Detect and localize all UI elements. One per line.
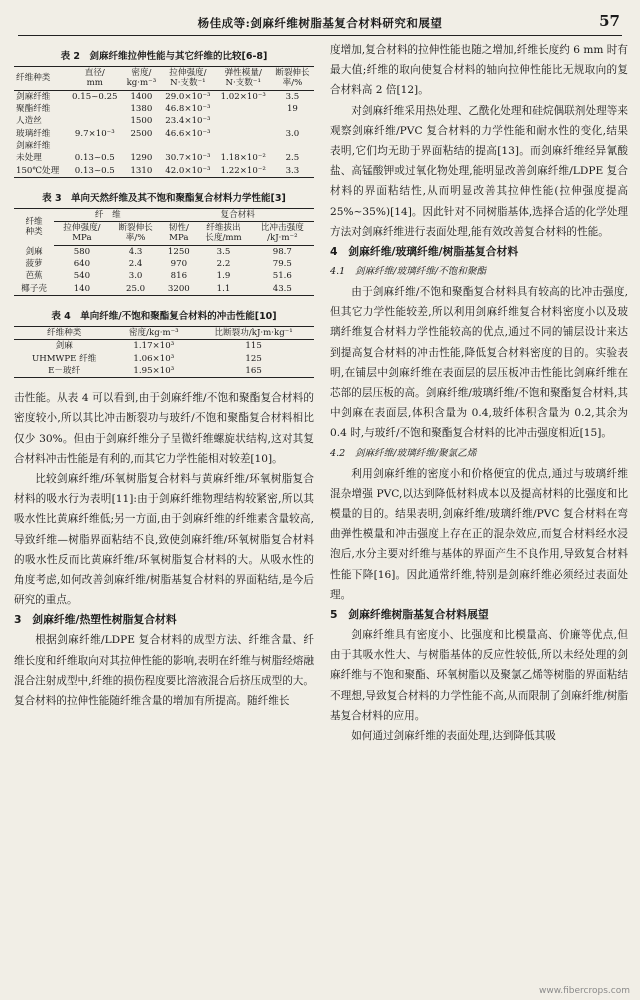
- table4-row: [14, 353, 314, 365]
- table3-cell: 51.6: [272, 271, 292, 282]
- table2-cell: [67, 103, 123, 115]
- table4-row: [14, 365, 314, 378]
- right-paragraph-1: 度增加,复合材料的拉伸性能也随之增加,纤维长度约 6 mm 时有最大值;纤维的取向使复合材料的轴向拉伸性能比无规取向的复合材料高 2 倍[12]。: [330, 44, 628, 97]
- table3-cell: 43.5: [251, 283, 314, 296]
- table2-cell: 人造丝: [16, 116, 42, 127]
- right-column: [330, 40, 628, 746]
- table3-cell: 剑麻: [25, 246, 43, 257]
- table2-cell: 聚酯纤维: [16, 103, 51, 114]
- table3-cell: 椰子壳: [14, 283, 54, 296]
- table2-column-header: 断裂伸长 率/%: [271, 67, 314, 91]
- table2-column-header: 纤维种类: [14, 67, 67, 91]
- table3-cell: 580: [73, 246, 91, 257]
- table2-cell: 19: [286, 103, 298, 114]
- running-header: [18, 6, 622, 36]
- table4-cell: 125: [245, 353, 262, 364]
- table2-cell: [216, 103, 271, 115]
- table2-cell: 1.02×10⁻³: [220, 91, 266, 102]
- left-paragraph-1: 击性能。从表 4 可以看到,由于剑麻纤维/不饱和聚酯复合材料的密度较小,所以其比冲击断裂功与玻纤/不饱和聚酯复合材料相比仅少 30%。但由于剑麻纤维分子呈微纤维螺旋状结构,这对其复合材料冲击性能是有利的,而其它力学性能相对较差[10]。: [14, 392, 314, 465]
- table4-cell: 115: [245, 341, 262, 352]
- table2-row: [14, 90, 314, 103]
- table2-column-header: 拉伸强度/ N·支数⁻¹: [160, 67, 215, 91]
- table4-column-header: 密度/kg·m⁻³: [114, 327, 193, 340]
- table3-column-header: 纤维拔出 长度/mm: [196, 222, 250, 246]
- table3-cell: 3.5: [216, 246, 231, 257]
- section-4-heading: 4 剑麻纤维/玻璃纤维/树脂基复合材料: [330, 245, 519, 259]
- table3-column-header: 拉伸强度/ MPa: [54, 222, 110, 246]
- table3-cell: 芭蕉: [25, 271, 43, 282]
- site-watermark: www.fibercrops.com: [539, 986, 630, 996]
- table4: [14, 326, 314, 378]
- table3-cell: 816: [170, 271, 188, 282]
- table2-cell: 30.7×10⁻³: [165, 153, 211, 164]
- section-3-heading: 3 剑麻纤维/热塑性树脂复合材料: [14, 613, 177, 627]
- table3-row: [14, 245, 314, 258]
- table3-cell: 1.1: [196, 283, 250, 296]
- table2-cell: 1310: [123, 165, 161, 178]
- table3-cell: 1250: [167, 246, 190, 257]
- running-title: 杨佳成等:剑麻纤维树脂基复合材料研究和展望: [197, 16, 443, 30]
- table3-cell: 3200: [161, 283, 196, 296]
- table2-cell: 9.7×10⁻³: [74, 128, 115, 139]
- table4-cell: 1.06×10³: [133, 353, 175, 364]
- table3-cell: 3.0: [128, 271, 143, 282]
- table2-cell: 1400: [130, 91, 153, 102]
- table2-cell: [271, 115, 314, 127]
- table2-cell: 46.8×10⁻³: [165, 103, 211, 114]
- table2-row: [14, 165, 314, 178]
- table4-cell: 165: [193, 365, 314, 378]
- left-paragraph-3: 根据剑麻纤维/LDPE 复合材料的成型方法、纤维含量、纤维长度和纤维取向对其拉伸性能的影响,表明在纤维与树脂经熔融混合注射成型中,纤维的损伤程度要比溶液混合后挤压成型的大。复合材料的拉伸性能随纤维含量的增加有所提高。随纤维长: [14, 634, 314, 708]
- table4-column-header: 比断裂功/kJ·m·kg⁻¹: [193, 327, 314, 340]
- table3-cell: 2.4: [128, 259, 143, 270]
- table4-cell: E－玻纤: [14, 365, 114, 378]
- table2: [14, 66, 314, 178]
- table2-cell: 1500: [130, 116, 153, 127]
- table2-cell: [160, 140, 215, 152]
- table2-cell: 29.0×10⁻³: [165, 91, 211, 102]
- table2-cell: 0.13~0.5: [67, 165, 123, 178]
- page-number: 57: [599, 12, 620, 30]
- table4-column-header: 纤维种类: [14, 327, 114, 340]
- table3-cell: 970: [170, 259, 188, 270]
- table2-cell: 1290: [130, 153, 153, 164]
- table3-group-fiber: 纤 维: [54, 208, 161, 221]
- table2-column-header: 弹性模量/ N·支数⁻¹: [216, 67, 271, 91]
- table3-row-header: 纤维 种类: [14, 208, 54, 245]
- table2-row: [14, 115, 314, 127]
- table2-cell: [216, 140, 271, 152]
- table4-cell: 1.95×10³: [114, 365, 193, 378]
- table4-caption: 表 4 单向纤维/不饱和聚酯复合材料的冲击性能[10]: [51, 311, 277, 322]
- table2-cell: 46.6×10⁻³: [165, 128, 211, 139]
- table4-cell: UHMWPE 纤维: [32, 353, 97, 364]
- table3-cell: 2.2: [216, 259, 231, 270]
- table4-cell: 剑麻: [55, 341, 73, 352]
- table2-cell: 玻璃纤维: [16, 128, 51, 139]
- table3-cell: 4.3: [128, 246, 143, 257]
- table2-cell: 剑麻纤维: [16, 91, 51, 102]
- right-paragraph-2: 对剑麻纤维采用热处理、乙酰化处理和硅烷偶联剂处理等来观察剑麻纤维/PVC 复合材料的力学性能和耐水性的变化,结果表明,它们均无助于界面粘结的提高[13]。而剑麻纤维经异氰酸盐、高锰酸钾或过氧化物处理,能明显改善剑麻纤维/LDPE 复合材料的界面粘结性,从而明显改善其拉伸性能(拉伸强度提高 25%~35%)[14]。因此针对不同树脂基体,选择合适的化学处理方法对剑麻纤维进行表面处理,能有效改善复合材料的性能。: [330, 104, 628, 238]
- table3-cell: 540: [73, 271, 91, 282]
- left-column: [14, 42, 314, 711]
- table2-cell: 剑麻纤维: [16, 140, 51, 151]
- table3-column-header: 比冲击强度 /kJ·m⁻²: [251, 222, 314, 246]
- table2-cell: 未处理: [16, 153, 42, 164]
- table3-cell: 79.5: [272, 259, 292, 270]
- table2-cell: 1.18×10⁻²: [220, 153, 266, 164]
- table2-cell: 1380: [130, 103, 153, 114]
- table2-cell: 0.15~0.25: [72, 91, 118, 102]
- table3: [14, 208, 314, 296]
- section-5-heading: 5 剑麻纤维树脂基复合材料展望: [330, 608, 489, 622]
- table2-cell: 3.0: [285, 128, 300, 139]
- table3-column-header: 断裂伸长 率/%: [110, 222, 162, 246]
- table2-column-header: 密度/ kg·m⁻³: [123, 67, 161, 91]
- table2-cell: 150℃处理: [14, 165, 67, 178]
- table3-cell: 菠萝: [25, 259, 43, 270]
- table2-row: [14, 140, 314, 152]
- table2-column-header: 直径/ mm: [67, 67, 123, 91]
- table2-row: [14, 103, 314, 115]
- table2-cell: 2.5: [285, 153, 300, 164]
- table3-row: [14, 258, 314, 270]
- table3-cell: 25.0: [110, 283, 162, 296]
- table4-cell: 1.17×10³: [133, 341, 175, 352]
- table2-row: [14, 128, 314, 140]
- table2-cell: 2500: [130, 128, 153, 139]
- table2-cell: [216, 128, 271, 140]
- table2-cell: 3.3: [271, 165, 314, 178]
- table3-group-composite: 复合材料: [161, 208, 314, 221]
- right-paragraph-3: 由于剑麻纤维/不饱和聚酯复合材料具有较高的比冲击强度,但其它力学性能较差,所以利用剑麻纤维复合材料密度小以及玻璃纤维复合材料力学性能较高的优点,通过不同的铺层设计来达到提高复合材料的冲击性能,降低复合材料密度的目的。实验表明,在铺层中剑麻纤维在表面层的层压板冲击性能比剑麻纤维在芯部的层压板的高。剑麻纤维/玻璃纤维/不饱和聚酯复合材料,其中剑麻在表面层,体积含量为 0.4,玻纤体积含量为 0.2,其余为 0.4 时,与玻纤/不饱和聚酯复合材料的比冲击强度相近[15]。: [330, 286, 628, 440]
- table3-cell: 98.7: [272, 246, 292, 257]
- table2-cell: [67, 140, 123, 152]
- table2-row: [14, 152, 314, 164]
- table2-cell: 23.4×10⁻³: [165, 116, 211, 127]
- table2-cell: 42.0×10⁻³: [160, 165, 215, 178]
- table3-caption: 表 3 单向天然纤维及其不饱和聚酯复合材料力学性能[3]: [42, 192, 286, 204]
- table2-cell: 1.22×10⁻²: [216, 165, 271, 178]
- table3-cell: 640: [73, 259, 91, 270]
- left-paragraph-2: 比较剑麻纤维/环氧树脂复合材料与黄麻纤维/环氧树脂复合材料的吸水行为表明[11]:由于剑麻纤维物理结构较紧密,所以其吸水性比黄麻纤维低;另一方面,由于剑麻纤维的纤维素含量较高,导致纤维—树脂界面粘结不良,致使剑麻纤维/环氧树脂复合材料的吸水性反而比黄麻纤维/环氧树脂复合材料的大。从吸水性的角度考虑,如何改善剑麻纤维/树脂基复合材料的界面粘结,是今后研究的重点。: [14, 473, 314, 607]
- table2-cell: [123, 140, 161, 152]
- table3-cell: 140: [54, 283, 110, 296]
- table3-column-header: 韧性/ MPa: [161, 222, 196, 246]
- right-paragraph-5: 剑麻纤维具有密度小、比强度和比模量高、价廉等优点,但由于其吸水性大、与树脂基体的反应性较低,所以未经处理的剑麻纤维与不饱和聚酯、环氧树脂以及聚氯乙烯等树脂的界面粘结不理想,导致复合材料的力学性能不高,从而限制了剑麻纤维/树脂基复合材料的应用。: [330, 629, 628, 722]
- table4-row: [14, 340, 314, 353]
- table2-caption: 表 2 剑麻纤维拉伸性能与其它纤维的比较[6-8]: [60, 51, 268, 62]
- subsection-4-1-heading: 4.1 剑麻纤维/玻璃纤维/不饱和聚酯: [330, 266, 487, 278]
- right-paragraph-4: 利用剑麻纤维的密度小和价格便宜的优点,通过与玻璃纤维混杂增强 PVC,以达到降低材料成本以及提高材料的比强度和比模量的目的。结果表明,剑麻纤维/玻璃纤维/PVC 复合材料在弯曲弹性模量和冲击强度上存在正的混杂效应,而复合材料经水浸泡后,水分主要对纤维与基体的界面产生不良作用,导致复合材料性能下降[16]。因此通常纤维,特别是剑麻纤维必须经过表面处理。: [330, 467, 628, 601]
- table3-row: [14, 270, 314, 282]
- table2-cell: [216, 115, 271, 127]
- table3-cell: 1.9: [216, 271, 231, 282]
- table2-cell: 0.13~0.5: [74, 153, 115, 164]
- right-paragraph-6: 如何通过剑麻纤维的表面处理,达到降低其吸: [351, 730, 556, 743]
- table2-cell: [67, 115, 123, 127]
- table3-row: [14, 283, 314, 296]
- subsection-4-2-heading: 4.2 剑麻纤维/玻璃纤维/聚氯乙烯: [330, 447, 477, 459]
- table2-cell: [271, 140, 314, 152]
- table2-cell: 3.5: [285, 91, 300, 102]
